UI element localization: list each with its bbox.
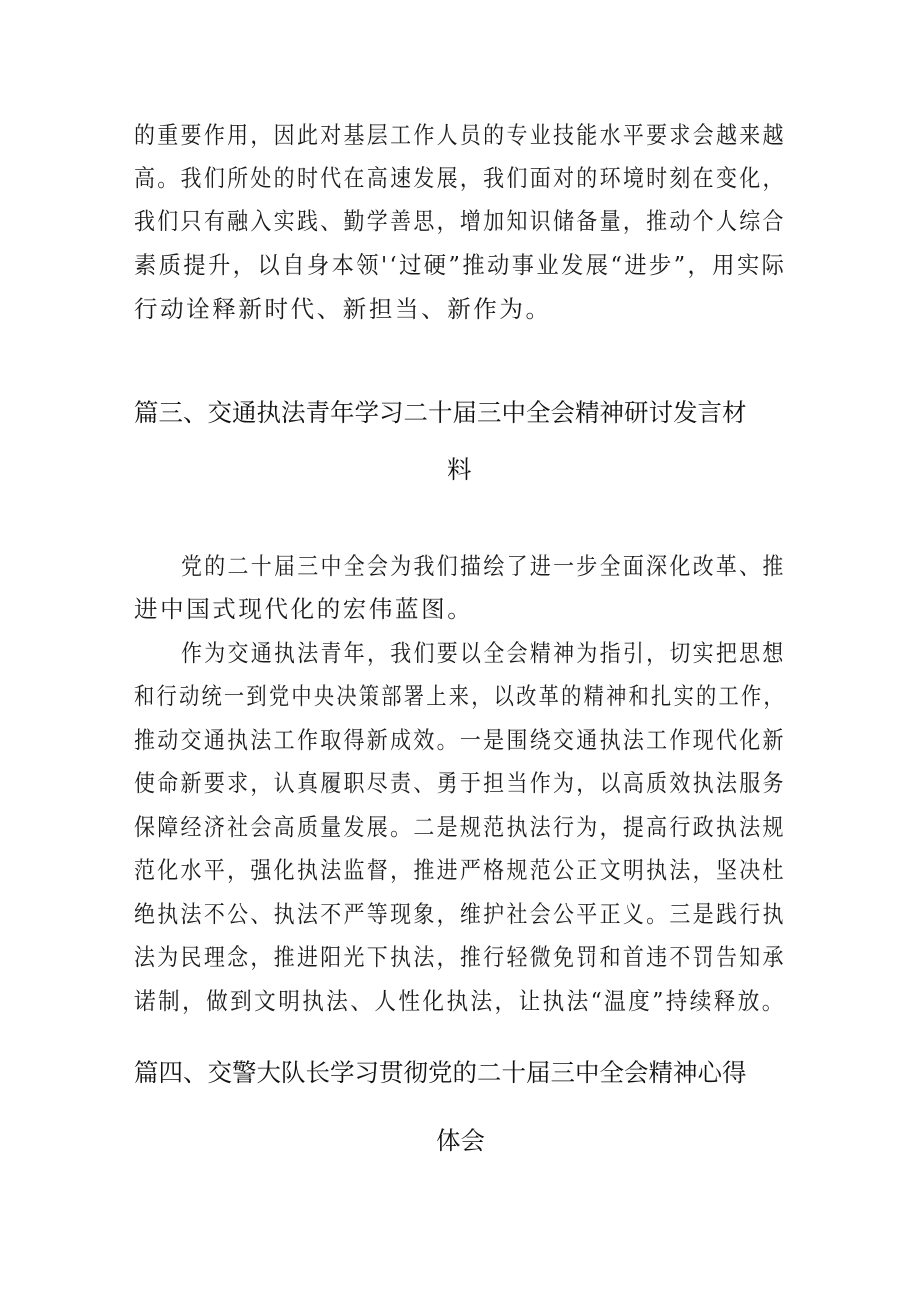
text-line: 推动交通执法工作取得新成效。一是围绕交通执法工作现代化新 xyxy=(134,726,786,754)
text-line: 范化水平，强化执法监督，推进严格规范公正文明执法，坚决杜 xyxy=(134,856,786,884)
text-line: 保障经济社会高质量发展。二是规范执法行为，提高行政执法规 xyxy=(134,813,786,841)
text-line: 党的二十届三中全会为我们描绘了进一步全面深化改革、推 xyxy=(181,552,786,580)
section4-title-line1: 篇四、交警大队长学习贯彻党的二十届三中全会精神心得 xyxy=(134,1058,747,1087)
text-line: 法为民理念，推进阳光下执法，推行轻微免罚和首违不罚告知承 xyxy=(134,943,786,971)
text-line: 素质提升，以自身本领'‘过硬”推动事业发展“进步”，用实际 xyxy=(134,251,787,279)
section3-title-line1: 篇三、交通执法青年学习二十届三中全会精神研讨发言材 xyxy=(134,398,747,427)
text-line: 行动诠释新时代、新担当、新作为。 xyxy=(134,295,552,323)
text-line: 诺制，做到文明执法、人性化执法，让执法“温度”持续释放。 xyxy=(134,987,786,1015)
text-line: 的重要作用，因此对基层工作人员的专业技能水平要求会越来越 xyxy=(134,121,786,149)
text-line: 使命新要求，认真履职尽责、勇于担当作为，以高质效执法服务 xyxy=(134,769,786,797)
section4-title-line2: 体会 xyxy=(436,1126,485,1155)
text-line: 进中国式现代化的宏伟蓝图。 xyxy=(134,595,474,623)
text-line: 绝执法不公、执法不严等现象，维护社会公平正义。三是践行执 xyxy=(134,900,786,928)
text-line: 和行动统一到党中央决策部署上来，以改革的精神和扎实的工作， xyxy=(134,682,786,710)
text-line: 高。我们所处的时代在高速发展，我们面对的环境时刻在变化， xyxy=(134,164,786,192)
text-line: 我们只有融入实践、勤学善思，增加知识储备量，推动个人综合 xyxy=(134,207,786,235)
section3-title-line2: 料 xyxy=(447,455,472,484)
text-line: 作为交通执法青年，我们要以全会精神为指引，切实把思想 xyxy=(181,639,786,667)
